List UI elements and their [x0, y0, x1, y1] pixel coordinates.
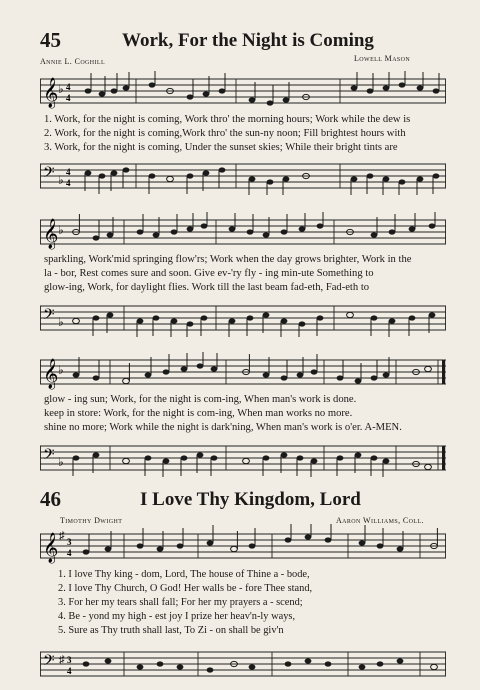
lyric-line-verse-3: 3. Work, for the night is coming, Under the sunset skies; While their bright tints are	[44, 142, 398, 153]
treble-staff	[40, 71, 448, 113]
svg-text:𝄞: 𝄞	[43, 359, 59, 389]
lyricist-credit: Timothy Dwight	[60, 516, 123, 525]
lyric-line-verse-1: glow - ing sun; Work, for the night is com-ing, When man's work is done.	[44, 394, 357, 405]
lyric-line-verse-2: la - bor, Rest comes sure and soon. Give ev-'ry fly - ing min-ute Something to	[44, 268, 374, 279]
lyricist-credit: Annie L. Coghill	[40, 57, 106, 66]
svg-text:𝄢: 𝄢	[43, 446, 55, 467]
composer-credit: Lowell Mason	[354, 54, 411, 63]
lyric-line-verse-1: 1. I love Thy king - dom, Lord, The house of Thine a - bode,	[58, 569, 310, 580]
lyric-line-verse-3: 3. For her my tears shall fall; For her my prayers a - scend;	[58, 597, 303, 608]
svg-text:4: 4	[66, 167, 71, 177]
svg-text:♭: ♭	[58, 223, 64, 237]
lyric-line-verse-2: 2. I love Thy Church, O God! Her walls be - fore Thee stand,	[58, 583, 313, 594]
treble-staff	[40, 524, 448, 568]
svg-text:♭: ♭	[58, 82, 64, 96]
svg-text:4: 4	[67, 666, 72, 676]
lyric-line-verse-1: sparkling, Work'mid springing flow'rs; Work when the day grows brighter, Work in the	[44, 254, 412, 265]
svg-text:♭: ♭	[58, 455, 64, 469]
treble-staff	[40, 352, 448, 394]
svg-text:4: 4	[66, 82, 71, 92]
svg-text:3: 3	[67, 655, 72, 665]
lyric-line-verse-1: 1. Work, for the night is coming, Work thro' the morning hours; Work while the dew is	[44, 114, 411, 125]
bass-staff	[40, 156, 448, 196]
svg-text:♯: ♯	[59, 654, 65, 666]
lyric-line-verse-5: 5. Sure as Thy truth shall last, To Zi - on shall be giv'n	[58, 625, 284, 636]
hymn-title: I Love Thy Kingdom, Lord	[140, 489, 361, 510]
lyric-line-verse-2: keep in store: Work, for the night is com-ing, When man works no more.	[44, 408, 353, 419]
bass-staff	[40, 298, 448, 338]
svg-text:4: 4	[67, 548, 72, 558]
lyric-line-verse-4: 4. Be - yond my high - est joy I prize her heav'n-ly ways,	[58, 611, 296, 622]
hymn-title: Work, For the Night is Coming	[122, 30, 374, 51]
svg-text:𝄢: 𝄢	[43, 164, 55, 185]
bass-staff	[40, 438, 448, 478]
svg-text:♭: ♭	[58, 173, 64, 187]
lyric-line-verse-2: 2. Work, for the night is coming,Work thro' the sun-ny noon; Fill brightest hours with	[44, 128, 406, 139]
svg-text:𝄞: 𝄞	[43, 533, 59, 563]
composer-credit: Aaron Williams, Coll.	[336, 516, 424, 525]
svg-text:𝄢: 𝄢	[43, 652, 55, 673]
svg-text:4: 4	[66, 93, 71, 103]
svg-text:3: 3	[67, 537, 72, 547]
svg-text:𝄢: 𝄢	[43, 306, 55, 327]
hymn-number: 46	[40, 487, 61, 511]
lyric-line-verse-3: glow-ing, Work, for daylight flies. Work till the last beam fad-eth, Fad-eth to	[44, 282, 370, 293]
svg-text:♭: ♭	[58, 315, 64, 329]
hymn-number: 45	[40, 28, 61, 52]
svg-text:4: 4	[66, 178, 71, 188]
treble-staff	[40, 212, 448, 254]
lyric-line-verse-3: shine no more; Work while the night is dark'ning, When man's work is o'er. A-MEN.	[44, 422, 402, 433]
svg-text:♯: ♯	[59, 530, 65, 542]
bass-staff	[40, 642, 448, 686]
svg-text:𝄞: 𝄞	[43, 219, 59, 249]
svg-text:♭: ♭	[58, 363, 64, 377]
svg-text:𝄞: 𝄞	[43, 78, 59, 108]
